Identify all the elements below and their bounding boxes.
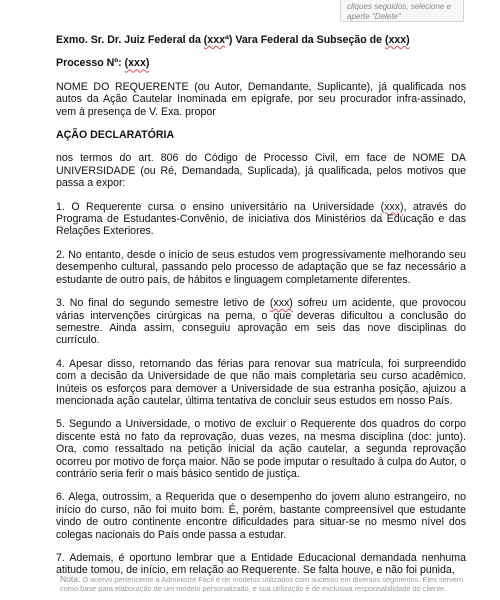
paragraph-item-2: 2. No entanto, desde o início de seus estudos vem progressivamente melhorando seu desempenho cultural, passando pelo processo de adaptação que se faz necessário a estudante de outro país, de hábitos e linguagem completamente diferentes. <box>56 248 466 286</box>
paragraph-item-7: 7. Ademais, é oportuno lembrar que a Entidade Educacional demandada nenhuma atitude tomou, de início, em relação ao Requerente. Se falta houve, e não foi punida, <box>56 552 466 577</box>
process-number-line: Processo Nº: (xxx) <box>56 57 150 70</box>
placeholder-xxx: (xxx) <box>124 57 150 70</box>
placeholder-xxx: (xxx <box>203 34 225 46</box>
footer-note <box>60 575 480 593</box>
edit-hint-tooltip: cliques seguidos, selecione e aperte "Delete" <box>340 0 464 22</box>
court-address-heading: Exmo. Sr. Dr. Juiz Federal da (xxxª) Vara Federal da Subseção de (xxx) <box>56 34 410 46</box>
top-strip <box>0 0 500 21</box>
placeholder-xxx: (xxx) <box>384 34 410 46</box>
placeholder-xxx: (xxx) <box>380 200 404 213</box>
paragraph-item-5: 5. Segundo a Universidade, o motivo de excluir o Requerente dos quadros do corpo discente está no fato da reprovação, duas vezes, na mesma disciplina (doc: junto). Ora, como ressaltado na petição inicial da ação cautelar, a segunda reprovação ocorreu por motivo de força maior. Não se pode imputar o resultado à culpa do Autor, o contrário seria ferir o mais básico sentido de justiça. <box>56 418 466 480</box>
lead-paragraph: nos termos do art. 806 do Código de Processo Civil, em face de NOME DA UNIVERSIDADE (ou Ré, Demandada, Suplicada), já qualificada, pelos motivos que passa a expor: <box>56 152 466 190</box>
paragraph-item-1: 1. O Requerente cursa o ensino universitário na Universidade (xxx), através do Programa de Estudantes-Convênio, de iniciativa dos Ministérios da Educação e das Relações Exteriores. <box>56 200 466 238</box>
paragraph-item-4: 4. Apesar disso, retornando das férias para renovar sua matrícula, foi surpreendido com a decisão da Universidade de que não mais completaria seu curso acadêmico. Inúteis os esforços para demover a Universidade de sua estranha posição, ajuizou a mencionada ação cautelar, última tentativa de concluir seus estudos em nosso País. <box>56 357 466 407</box>
note-label: Nota: <box>60 574 81 584</box>
note-text: O acervo pertencente a Administre Fácil é de modelos utilizados com sucesso em diversos segmentos. Eles servem como base para elaboração de um modelo personalizado, e sua utilização é de exclusiva responsabilidade do cliente. <box>60 575 464 593</box>
document-body <box>56 34 466 588</box>
paragraph-item-3: 3. No final do segundo semestre letivo de (xxx) sofreu um acidente, que provocou várias intervenções cirúrgicas na perna, o que deveras dificultou a conclusão do semestre. Ainda assim, conseguiu aprovação em seis das nove disciplinas do currículo. <box>56 297 466 347</box>
section-title: AÇÃO DECLARATÓRIA <box>56 129 175 142</box>
paragraph-item-6: 6. Alega, outrossim, a Requerida que o desempenho do jovem aluno estrangeiro, no início do curso, não foi muito bom. É, porém, bastante compreensível que estudante vindo de outro continente encontre dificuldades para situar-se no mesmo nível dos colegas nacionais do País onde passa a estudar. <box>56 491 466 541</box>
placeholder-xxx: (xxx) <box>269 297 293 310</box>
intro-paragraph: NOME DO REQUERENTE (ou Autor, Demandante, Suplicante), já qualificada nos autos da Ação Cautelar Inominada em epígrafe, por seu procurador infra-assinado, vem à presença de V. Exa. propor <box>56 80 466 118</box>
